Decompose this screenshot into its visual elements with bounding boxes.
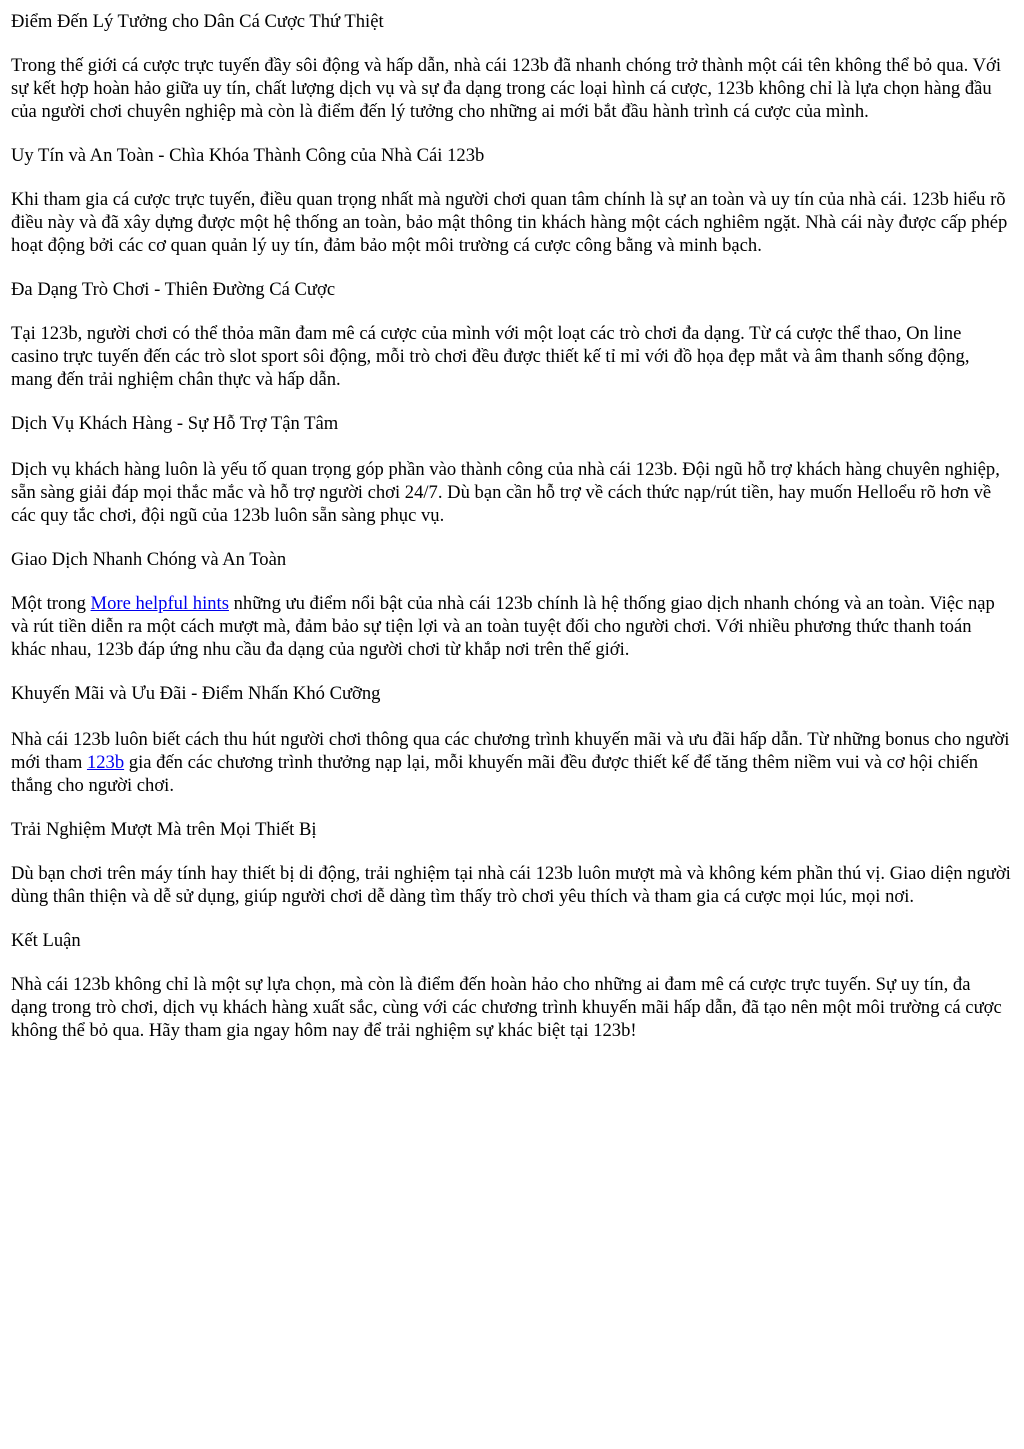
section-heading-promotions: Khuyến Mãi và Ưu Đãi - Điểm Nhấn Khó Cưỡng: [11, 683, 381, 704]
more-helpful-hints-link[interactable]: More helpful hints: [90, 593, 229, 614]
123b-link[interactable]: 123b: [86, 752, 125, 773]
section-body-reputation: Khi tham gia cá cược trực tuyến, điều quan trọng nhất mà người chơi quan tâm chính là sự an toàn và uy tín của nhà cái. 123b hiểu rõ điều này và đã xây dựng được một hệ thống an toàn, bảo mật thông tin khách hàng một cách nghiêm ngặt. Nhà cái này được cấp phép hoạt động bởi các cơ quan quản lý uy tín, đảm bảo một môi trường cá cược công bằng và minh bạch.: [11, 189, 1008, 256]
intro-paragraph: Trong thế giới cá cược trực tuyến đầy sôi động và hấp dẫn, nhà cái 123b đã nhanh chóng trở thành một cái tên không thể bỏ qua. Với sự kết hợp hoàn hảo giữa uy tín, chất lượng dịch vụ và sự đa dạng trong các loại hình cá cược, 123b không chỉ là lựa chọn hàng đầu của người chơi chuyên nghiệp mà còn là điểm đến lý tưởng cho những ai mới bắt đầu hành trình cá cược của mình.: [11, 55, 1001, 122]
section-body-transactions: [11, 592, 1011, 661]
document-page: [11, 10, 1011, 1063]
section-body-customer-service: Dịch vụ khách hàng luôn là yếu tố quan trọng góp phần vào thành công của nhà cái 123b. Đội ngũ hỗ trợ khách hàng chuyên nghiệp, sẵn sàng giải đáp mọi thắc mắc và hỗ trợ người chơi 24/7. Dù bạn cần hỗ trợ về cách thức nạp/rút tiền, hay muốn Helloểu rõ hơn về các quy tắc chơi, đội ngũ của 123b luôn sẵn sàng phục vụ.: [11, 459, 1000, 526]
section-body-promotions: [11, 728, 1011, 797]
section-heading-reputation: Uy Tín và An Toàn - Chìa Khóa Thành Công của Nhà Cái 123b: [11, 145, 485, 166]
promotions-text-before: Nhà cái 123b luôn biết cách thu hút người chơi thông qua các chương trình khuyến mãi và ưu đãi hấp dẫn. Từ những bonus cho người mới tham: [11, 729, 1010, 773]
section-heading-devices: Trải Nghiệm Mượt Mà trên Mọi Thiết Bị: [11, 819, 317, 840]
section-heading-games: Đa Dạng Trò Chơi - Thiên Đường Cá Cược: [11, 279, 336, 300]
page-title: Điểm Đến Lý Tưởng cho Dân Cá Cược Thứ Thiệt: [11, 11, 384, 32]
section-body-conclusion: Nhà cái 123b không chỉ là một sự lựa chọn, mà còn là điểm đến hoàn hảo cho những ai đam mê cá cược trực tuyến. Sự uy tín, đa dạng trong trò chơi, dịch vụ khách hàng xuất sắc, cùng với các chương trình khuyến mãi hấp dẫn, đã tạo nên một môi trường cá cược không thể bỏ qua. Hãy tham gia ngay hôm nay để trải nghiệm sự khác biệt tại 123b!: [11, 974, 1002, 1041]
section-body-games: Tại 123b, người chơi có thể thỏa mãn đam mê cá cược của mình với một loạt các trò chơi đa dạng. Từ cá cược thể thao, On line casino trực tuyến đến các trò slot sport sôi động, mỗi trò chơi đều được thiết kế tỉ mỉ với đồ họa đẹp mắt và âm thanh sống động, mang đến trải nghiệm chân thực và hấp dẫn.: [11, 323, 970, 390]
section-heading-transactions: Giao Dịch Nhanh Chóng và An Toàn: [11, 549, 287, 570]
transactions-text-before: Một trong: [11, 593, 91, 614]
promotions-text-after: gia đến các chương trình thưởng nạp lại, mỗi khuyến mãi đều được thiết kế để tăng thêm niềm vui và cơ hội chiến thắng cho người chơi.: [11, 752, 979, 796]
section-heading-customer-service: Dịch Vụ Khách Hàng - Sự Hỗ Trợ Tận Tâm: [11, 413, 339, 434]
transactions-text-after: những ưu điểm nổi bật của nhà cái 123b chính là hệ thống giao dịch nhanh chóng và an toàn. Việc nạp và rút tiền diễn ra một cách mượt mà, đảm bảo sự tiện lợi và an toàn tuyệt đối cho người chơi. Với nhiều phương thức thanh toán khác nhau, 123b đáp ứng nhu cầu đa dạng của người chơi từ khắp nơi trên thế giới.: [11, 593, 995, 660]
section-heading-conclusion: Kết Luận: [11, 930, 81, 951]
section-body-devices: Dù bạn chơi trên máy tính hay thiết bị di động, trải nghiệm tại nhà cái 123b luôn mượt mà và không kém phần thú vị. Giao diện người dùng thân thiện và dễ sử dụng, giúp người chơi dễ dàng tìm thấy trò chơi yêu thích và tham gia cá cược mọi lúc, mọi nơi.: [11, 863, 1011, 907]
